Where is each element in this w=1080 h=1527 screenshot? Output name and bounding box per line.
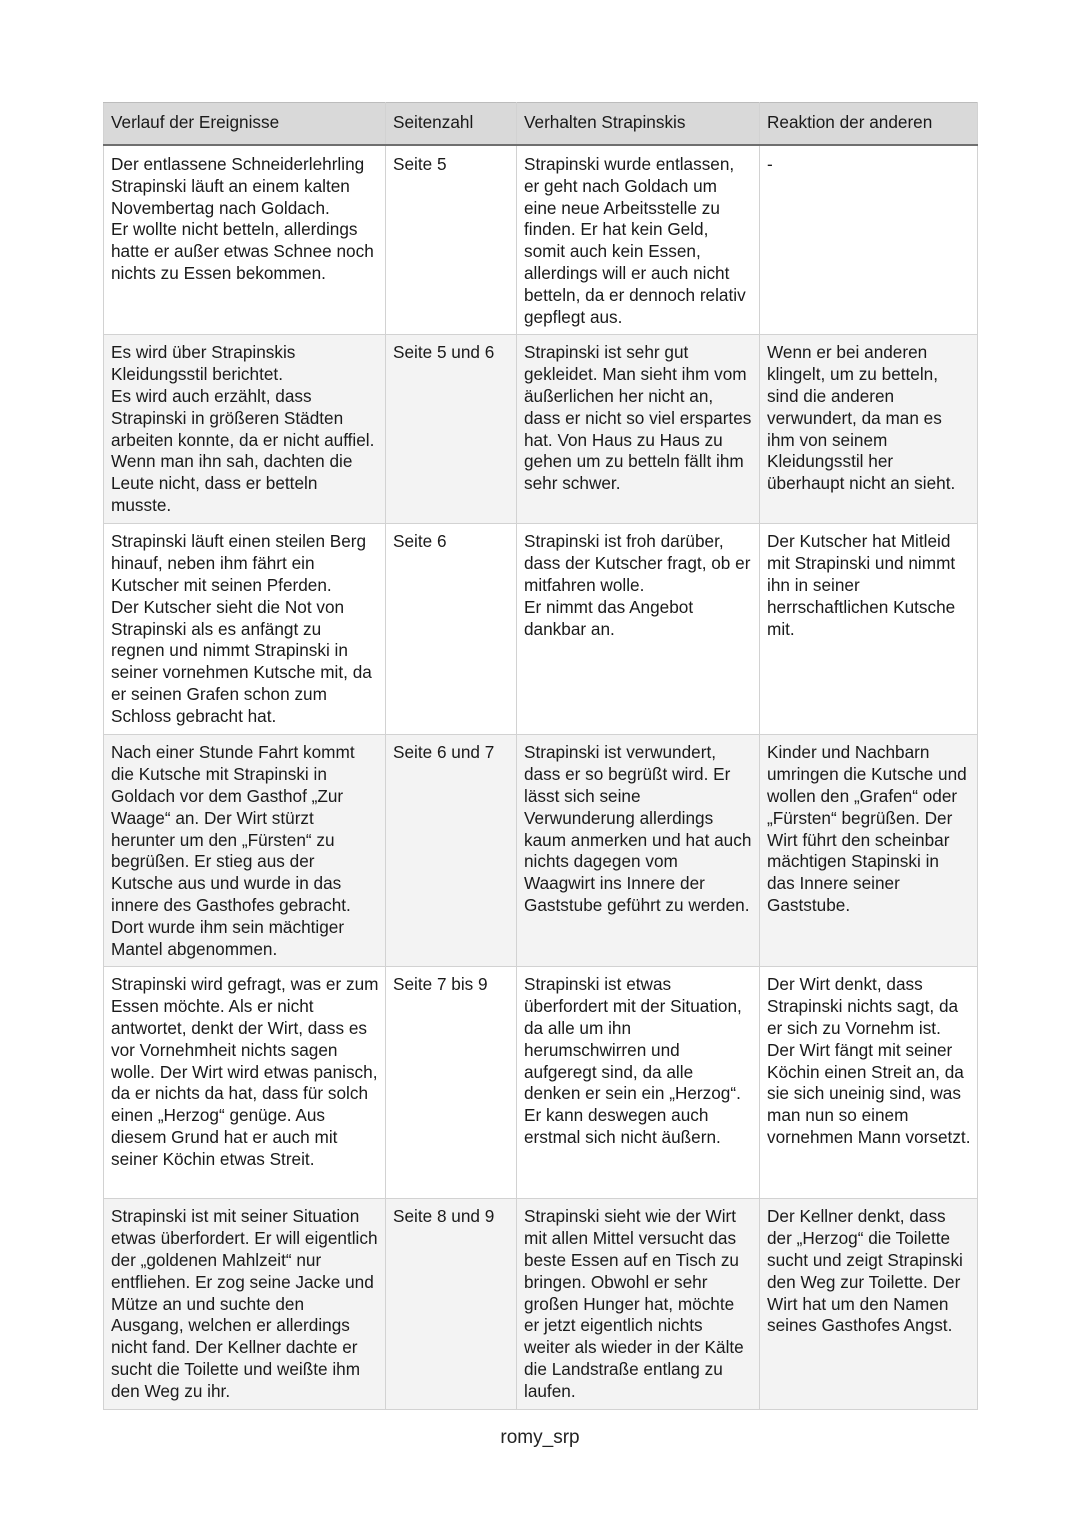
table-row	[104, 335, 978, 524]
cell-events: Es wird über Strapinskis Kleidungsstil berichtet. Es wird auch erzählt, dass Strapinski in größeren Städten arbeiten konnte, da er nicht auffiel. Wenn man ihn sah, dachten die Leute nicht, dass er betteln musste.	[104, 335, 386, 524]
cell-behavior: Strapinski sieht wie der Wirt mit allen Mittel versucht das beste Essen auf en Tisch zu bringen. Obwohl er sehr großen Hunger hat, möchte er jetzt eigentlich nichts weiter als wieder in der Kälte die Landstraße entlang zu laufen.	[517, 1199, 760, 1410]
table-body	[104, 145, 978, 1410]
cell-behavior: Strapinski ist etwas überfordert mit der Situation, da alle um ihn herumschwirren und aufgeregt sind, da alle denken er sein ein „Herzog“. Er kann deswegen auch erstmal sich nicht äußern.	[517, 967, 760, 1199]
cell-reaction: Der Kellner denkt, dass der „Herzog“ die Toilette sucht und zeigt Strapinski den Weg zur Toilette. Der Wirt hat um den Namen seines Gasthofes Angst.	[760, 1199, 978, 1410]
header-row	[104, 103, 978, 146]
cell-pages: Seite 6 und 7	[386, 735, 517, 967]
table-row	[104, 967, 978, 1199]
cell-reaction: Kinder und Nachbarn umringen die Kutsche und wollen den „Grafen“ oder „Fürsten“ begrüßen. Der Wirt führt den scheinbar mächtigen Stapinski in das Innere seiner Gaststube.	[760, 735, 978, 967]
events-table-sheet	[103, 102, 977, 1410]
cell-events: Strapinski wird gefragt, was er zum Essen möchte. Als er nicht antwortet, denkt der Wirt, dass es vor Vornehmheit nichts sagen wolle. Der Wirt wird etwas panisch, da er nichts da hat, dass für solch einen „Herzog“ genüge. Aus diesem Grund hat er auch mit seiner Köchin etwas Streit.	[104, 967, 386, 1199]
cell-events: Der entlassene Schneiderlehrling Strapinski läuft an einem kalten Novembertag nach Goldach. Er wollte nicht betteln, allerdings hatte er außer etwas Schnee noch nichts zu Essen bekommen.	[104, 145, 386, 335]
cell-events: Nach einer Stunde Fahrt kommt die Kutsche mit Strapinski in Goldach vor dem Gasthof „Zur Waage“ an. Der Wirt stürzt herunter um den „Fürsten“ zu begrüßen. Er stieg aus der Kutsche aus und wurde in das innere des Gasthofes gebracht. Dort wurde ihm sein mächtiger Mantel abgenommen.	[104, 735, 386, 967]
cell-behavior: Strapinski ist froh darüber, dass der Kutscher fragt, ob er mitfahren wolle. Er nimmt das Angebot dankbar an.	[517, 524, 760, 735]
header-behavior: Verhalten Strapinskis	[517, 103, 760, 146]
cell-reaction: Wenn er bei anderen klingelt, um zu betteln, sind die anderen verwundert, da man es ihm von seinem Kleidungsstil her überhaupt nicht an sieht.	[760, 335, 978, 524]
cell-reaction: -	[760, 145, 978, 335]
table-row	[104, 145, 978, 335]
cell-pages: Seite 8 und 9	[386, 1199, 517, 1410]
header-events: Verlauf der Ereignisse	[104, 103, 386, 146]
cell-behavior: Strapinski ist sehr gut gekleidet. Man sieht ihm vom äußerlichen her nicht an, dass er nicht so viel erspartes hat. Von Haus zu Haus zu gehen um zu betteln fällt ihm sehr schwer.	[517, 335, 760, 524]
table-row	[104, 1199, 978, 1410]
cell-behavior: Strapinski ist verwundert, dass er so begrüßt wird. Er lässt sich seine Verwunderung allerdings kaum anmerken und hat auch nichts dagegen vom Waagwirt ins Innere der Gaststube geführt zu werden.	[517, 735, 760, 967]
events-table	[103, 102, 978, 1410]
author-signature: romy_srp	[500, 1427, 580, 1448]
cell-pages: Seite 5 und 6	[386, 335, 517, 524]
cell-pages: Seite 5	[386, 145, 517, 335]
table-header	[104, 103, 978, 146]
cell-reaction: Der Wirt denkt, dass Strapinski nichts sagt, da er sich zu Vornehm ist. Der Wirt fängt mit seiner Köchin einen Streit an, da sie sich uneinig sind, was man nun so einem vornehmen Mann vorsetzt.	[760, 967, 978, 1199]
table-row	[104, 524, 978, 735]
header-reaction: Reaktion der anderen	[760, 103, 978, 146]
header-pages: Seitenzahl	[386, 103, 517, 146]
cell-pages: Seite 7 bis 9	[386, 967, 517, 1199]
cell-behavior: Strapinski wurde entlassen, er geht nach Goldach um eine neue Arbeitsstelle zu finden. Er hat kein Geld, somit auch kein Essen, allerdings will er auch nicht betteln, da er dennoch relativ gepflegt aus.	[517, 145, 760, 335]
cell-events: Strapinski ist mit seiner Situation etwas überfordert. Er will eigentlich der „goldenen Mahlzeit“ nur entfliehen. Er zog seine Jacke und Mütze an und suchte den Ausgang, welchen er allerdings nicht fand. Der Kellner dachte er sucht die Toilette und weißte ihm den Weg zu ihr.	[104, 1199, 386, 1410]
cell-events: Strapinski läuft einen steilen Berg hinauf, neben ihm fährt ein Kutscher mit seinen Pferden. Der Kutscher sieht die Not von Strapinski als es anfängt zu regnen und nimmt Strapinski in seiner vornehmen Kutsche mit, da er seinen Grafen schon zum Schloss gebracht hat.	[104, 524, 386, 735]
cell-reaction: Der Kutscher hat Mitleid mit Strapinski und nimmt ihn in seiner herrschaftlichen Kutsche mit.	[760, 524, 978, 735]
table-row	[104, 735, 978, 967]
cell-pages: Seite 6	[386, 524, 517, 735]
